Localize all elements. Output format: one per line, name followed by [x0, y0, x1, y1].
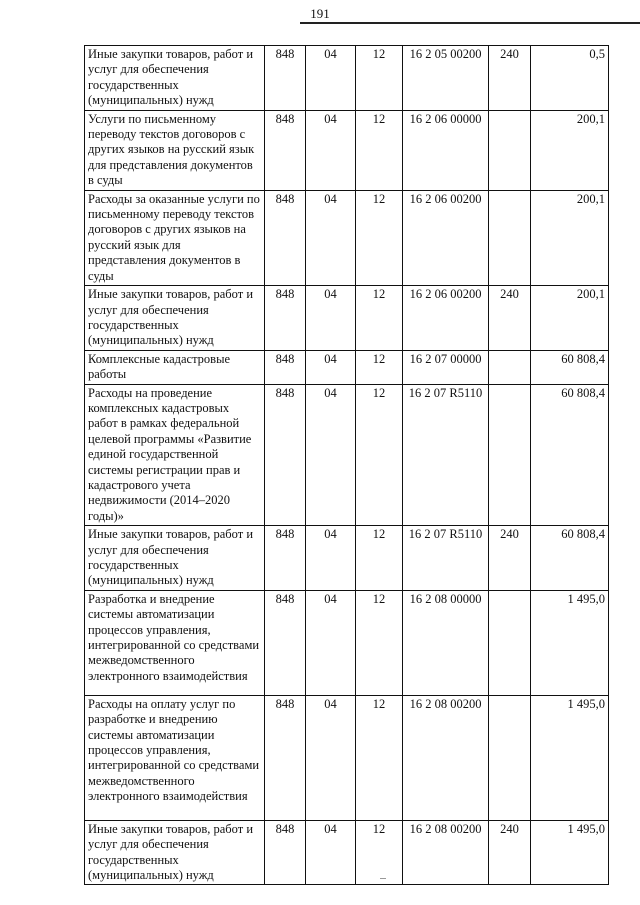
row-csr: 16 2 06 00000 — [403, 110, 489, 190]
row-grbs: 848 — [265, 190, 306, 285]
row-pr: 12 — [356, 384, 403, 526]
table-row — [85, 384, 609, 526]
row-grbs: 848 — [265, 46, 306, 111]
row-pr: 12 — [356, 110, 403, 190]
row-grbs: 848 — [265, 350, 306, 384]
row-sum: 1 495,0 — [531, 820, 609, 885]
row-sum: 200,1 — [531, 190, 609, 285]
row-csr: 16 2 06 00200 — [403, 286, 489, 351]
row-vr — [489, 384, 531, 526]
row-name: Расходы за оказанные услуги по письменному переводу текстов договоров с других языков на русский язык для представления документов в суды — [85, 190, 265, 285]
row-rz: 04 — [306, 286, 356, 351]
row-sum: 200,1 — [531, 286, 609, 351]
row-sum: 0,5 — [531, 46, 609, 111]
page-number: 191 — [310, 6, 330, 21]
row-sum: 60 808,4 — [531, 350, 609, 384]
row-rz: 04 — [306, 384, 356, 526]
row-csr: 16 2 07 00000 — [403, 350, 489, 384]
row-name: Расходы на проведение комплексных кадастровых работ в рамках федеральной целевой программы «Развитие единой государственной системы регистрации прав и кадастрового учета недвижимости (2014–2020 годы)» — [85, 384, 265, 526]
row-rz: 04 — [306, 190, 356, 285]
row-grbs: 848 — [265, 820, 306, 885]
row-sum: 60 808,4 — [531, 526, 609, 591]
row-grbs: 848 — [265, 384, 306, 526]
row-grbs: 848 — [265, 526, 306, 591]
row-pr: 12 — [356, 286, 403, 351]
row-grbs: 848 — [265, 286, 306, 351]
row-name: Иные закупки товаров, работ и услуг для обеспечения государственных (муниципальных) нужд — [85, 46, 265, 111]
row-pr: 12 — [356, 350, 403, 384]
budget-table — [84, 45, 609, 885]
row-vr — [489, 695, 531, 820]
row-pr: 12 — [356, 820, 403, 885]
table-row — [85, 590, 609, 695]
row-vr — [489, 350, 531, 384]
row-csr: 16 2 08 00200 — [403, 820, 489, 885]
table-row — [85, 350, 609, 384]
row-pr: 12 — [356, 695, 403, 820]
row-vr: 240 — [489, 46, 531, 111]
row-csr: 16 2 05 00200 — [403, 46, 489, 111]
row-grbs: 848 — [265, 590, 306, 695]
row-csr: 16 2 07 R5110 — [403, 384, 489, 526]
row-rz: 04 — [306, 350, 356, 384]
row-name: Иные закупки товаров, работ и услуг для обеспечения государственных (муниципальных) нужд — [85, 286, 265, 351]
table-row — [85, 190, 609, 285]
row-csr: 16 2 06 00200 — [403, 190, 489, 285]
row-pr: 12 — [356, 590, 403, 695]
row-grbs: 848 — [265, 695, 306, 820]
row-name: Иные закупки товаров, работ и услуг для обеспечения государственных (муниципальных) нужд — [85, 820, 265, 885]
row-vr — [489, 190, 531, 285]
row-vr — [489, 110, 531, 190]
row-vr: 240 — [489, 820, 531, 885]
row-sum: 1 495,0 — [531, 590, 609, 695]
row-csr: 16 2 07 R5110 — [403, 526, 489, 591]
row-rz: 04 — [306, 695, 356, 820]
row-grbs: 848 — [265, 110, 306, 190]
table-row — [85, 110, 609, 190]
table-row — [85, 526, 609, 591]
row-rz: 04 — [306, 110, 356, 190]
row-rz: 04 — [306, 590, 356, 695]
row-csr: 16 2 08 00200 — [403, 695, 489, 820]
row-sum: 1 495,0 — [531, 695, 609, 820]
row-name: Расходы на оплату услуг по разработке и внедрению системы автоматизации процессов управления, интегрированной со средствами межведомственного электронного взаимодействия — [85, 695, 265, 820]
row-sum: 60 808,4 — [531, 384, 609, 526]
row-name: Разработка и внедрение системы автоматизации процессов управления, интегрированной со средствами межведомственного электронного взаимодействия — [85, 590, 265, 695]
row-rz: 04 — [306, 46, 356, 111]
row-vr: 240 — [489, 526, 531, 591]
row-csr: 16 2 08 00000 — [403, 590, 489, 695]
row-pr: 12 — [356, 190, 403, 285]
row-name: Комплексные кадастровые работы — [85, 350, 265, 384]
table-row — [85, 46, 609, 111]
row-name: Иные закупки товаров, работ и услуг для обеспечения государственных (муниципальных) нужд — [85, 526, 265, 591]
row-pr: 12 — [356, 46, 403, 111]
row-name: Услуги по письменному переводу текстов договоров с других языков на русский язык для представления документов в суды — [85, 110, 265, 190]
row-sum: 200,1 — [531, 110, 609, 190]
table-row — [85, 286, 609, 351]
row-rz: 04 — [306, 820, 356, 885]
scan-mark — [380, 878, 386, 879]
row-vr: 240 — [489, 286, 531, 351]
table-row — [85, 820, 609, 885]
row-vr — [489, 590, 531, 695]
row-rz: 04 — [306, 526, 356, 591]
table-row — [85, 695, 609, 820]
row-pr: 12 — [356, 526, 403, 591]
top-rule — [300, 22, 640, 24]
